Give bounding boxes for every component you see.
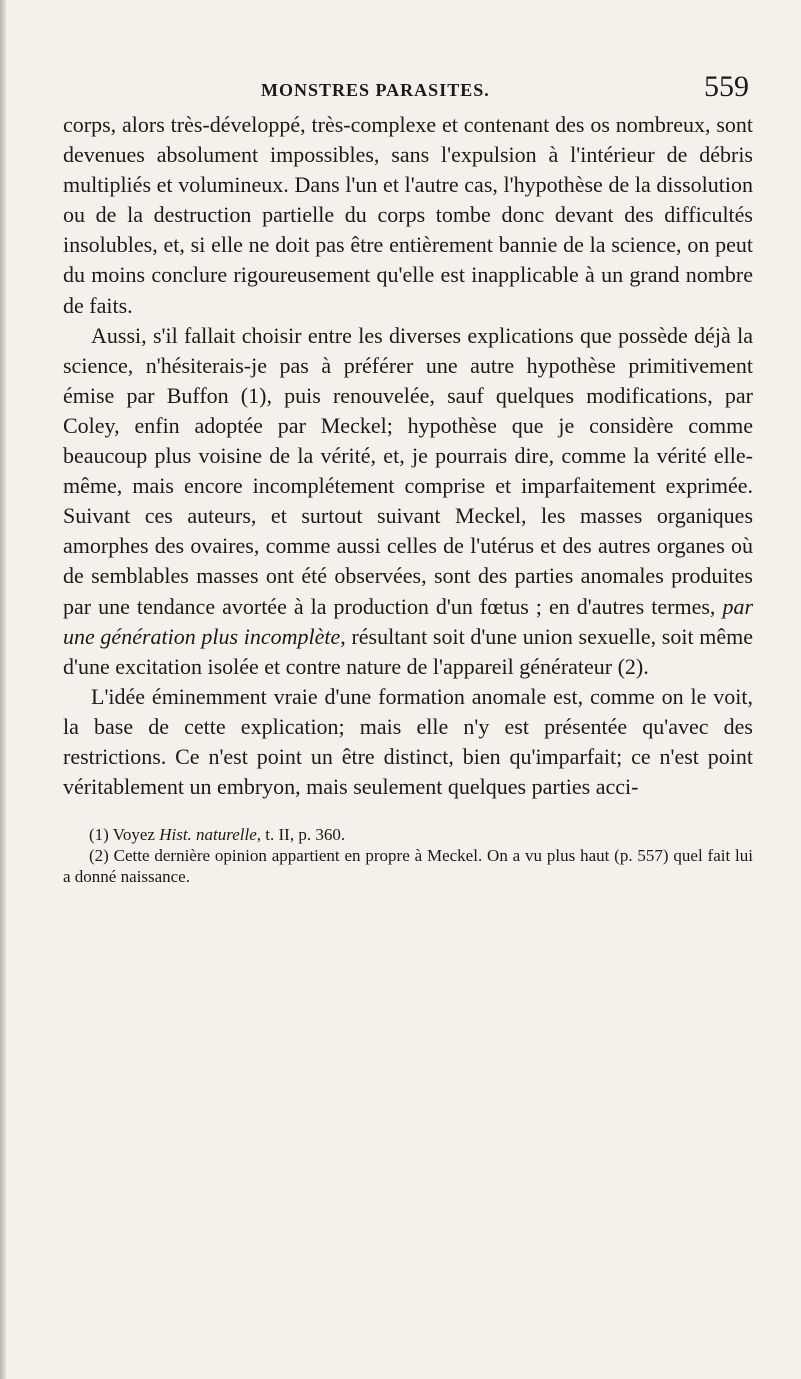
book-page bbox=[63, 70, 753, 887]
italic-text-run: par une génération plus incomplète bbox=[63, 593, 753, 649]
footnote bbox=[63, 845, 753, 887]
footnotes bbox=[63, 824, 753, 887]
text-run: (1) Voyez bbox=[89, 825, 160, 845]
text-run: (2) Cette dernière opinion appartient en propre à Meckel. On a vu plus haut (p. 557) quel fait lui a donné naissance. bbox=[63, 846, 753, 887]
body-text bbox=[63, 110, 753, 802]
text-run: Aussi, s'il fallait choisir entre les diverses explications que possède déjà la science, n'hésiterais-je pas à préférer une autre hypothèse primitivement émise par Buffon (1), puis renouvelée, sauf quelques modifications, par Coley, enfin adoptée par Meckel; hypothèse que je considère comme beaucoup plus voisine de la vérité, et, je pourrais dire, comme la vérité elle-même, mais encore incomplétement comprise et imparfaitement exprimée. Suivant ces auteurs, et surtout suivant Meckel, les masses organiques amorphes des ovaires, comme aussi celles de l'utérus et des autres organes où de semblables masses ont été observées, sont des parties anomales produites par une tendance avortée à la production d'un fœtus ; en d'autres termes, bbox=[63, 322, 753, 619]
paragraph bbox=[63, 110, 753, 321]
text-run: corps, alors très-développé, très-complexe et contenant des os nombreux, sont devenues absolument impossibles, sans l'expulsion à l'intérieur de débris multipliés et volumineux. Dans l'un et l'autre cas, l'hypothèse de la dissolution ou de la destruction partielle du corps tombe donc devant des difficultés insolubles, et, si elle ne doit pas être entièrement bannie de la science, on peut du moins conclure rigoureusement qu'elle est inapplicable à un grand nombre de faits. bbox=[63, 112, 753, 318]
text-run: , t. II, p. 360. bbox=[256, 825, 346, 845]
footnote bbox=[63, 824, 753, 845]
page-spine-edge bbox=[0, 0, 6, 1379]
running-head bbox=[63, 70, 753, 110]
running-head-title: MONSTRES PARASITES. bbox=[261, 80, 490, 100]
text-run: , résultant soit d'une union sexuelle, soit même d'une excitation isolée et contre nature de l'appareil générateur (2). bbox=[63, 623, 753, 679]
text-run: L'idée éminemment vraie d'une formation anomale est, comme on le voit, la base de cette explication; mais elle n'y est présentée qu'avec des restrictions. Ce n'est point un être distinct, bien qu'imparfait; ce n'est point véritablement un embryon, mais seulement quelques parties acci- bbox=[63, 683, 753, 800]
paragraph bbox=[63, 321, 753, 682]
page-number: 559 bbox=[704, 70, 749, 103]
paragraph bbox=[63, 682, 753, 802]
italic-text-run: Hist. naturelle bbox=[159, 825, 257, 845]
